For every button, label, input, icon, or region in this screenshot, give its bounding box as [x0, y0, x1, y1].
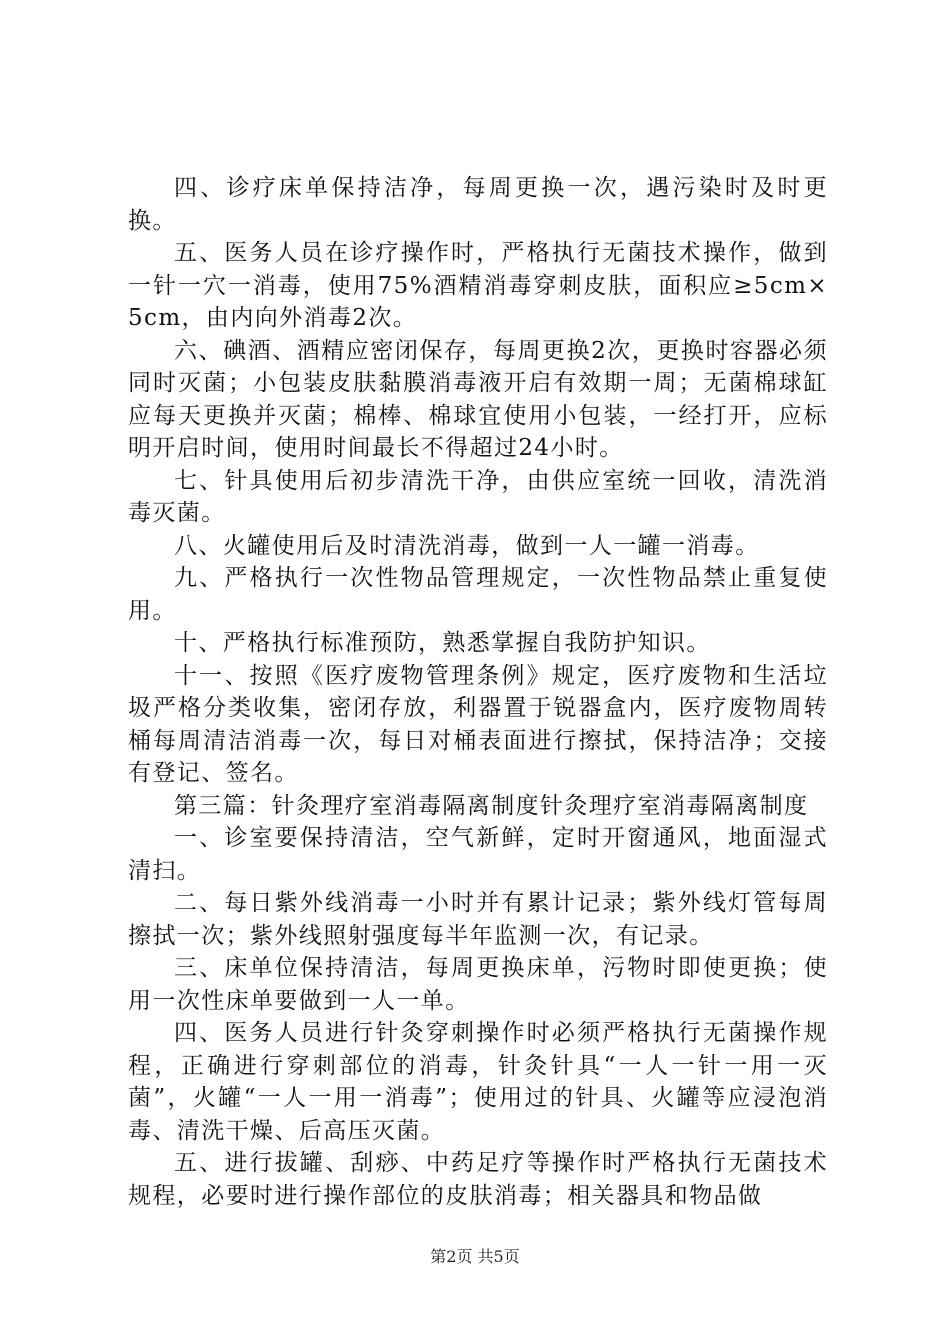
paragraph-6: 九、严格执行一次性物品管理规定，一次性物品禁止重复使用。: [128, 565, 828, 624]
paragraph-11: 三、床单位保持清洁，每周更换床单，污物时即使更换；使用一次性床单要做到一人一单。: [128, 955, 828, 1014]
paragraph-12: 四、医务人员进行针灸穿刺操作时必须严格执行无菌操作规程，正确进行穿刺部位的消毒，针灸针具“一人一针一用一灭菌”，火罐“一人一用一消毒”；使用过的针具、火罐等应浸泡消毒、清洗干燥、后高压灭菌。: [128, 1020, 828, 1144]
paragraph-10: 二、每日紫外线消毒一小时并有累计记录；紫外线灯管每周擦拭一次；紫外线照射强度每半年监测一次，有记录。: [128, 890, 828, 949]
section-heading: 第三篇：针灸理疗室消毒隔离制度针灸理疗室消毒隔离制度: [174, 792, 809, 819]
page-footer: 第2页 共5页: [430, 1247, 520, 1266]
paragraph-1: 四、诊疗床单保持洁净，每周更换一次，遇污染时及时更换。: [128, 175, 828, 234]
paragraph-4: 七、针具使用后初步清洗干净，由供应室统一回收，清洗消毒灭菌。: [128, 467, 828, 526]
paragraph-13: 五、进行拔罐、刮痧、中药足疗等操作时严格执行无菌技术规程，必要时进行操作部位的皮肤消毒；相关器具和物品做: [128, 1150, 828, 1209]
paragraph-3: 六、碘酒、酒精应密闭保存，每周更换2次，更换时容器必须同时灭菌；小包装皮肤黏膜消毒液开启有效期一周；无菌棉球缸应每天更换并灭菌；棉棒、棉球宜使用小包装，一经打开，应标明开启时间，使用时间最长不得超过24小时。: [128, 337, 828, 461]
paragraph-5: 八、火罐使用后及时清洗消毒，做到一人一罐一消毒。: [174, 532, 760, 559]
paragraph-9: 一、诊室要保持清洁，空气新鲜，定时开窗通风，地面湿式清扫。: [128, 825, 828, 884]
paragraph-7: 十、严格执行标准预防，熟悉掌握自我防护知识。: [174, 630, 711, 656]
document-body: [128, 172, 828, 1212]
paragraph-8: 十一、按照《医疗废物管理条例》规定，医疗废物和生活垃圾严格分类收集，密闭存放，利器置于锐器盒内，医疗废物周转桶每周清洁消毒一次，每日对桶表面进行擦拭，保持洁净；交接有登记、签名。: [128, 662, 828, 786]
paragraph-2: 五、医务人员在诊疗操作时，严格执行无菌技术操作，做到一针一穴一消毒，使用75%酒精消毒穿刺皮肤，面积应≥5cm×5cm，由内向外消毒2次。: [128, 240, 828, 331]
